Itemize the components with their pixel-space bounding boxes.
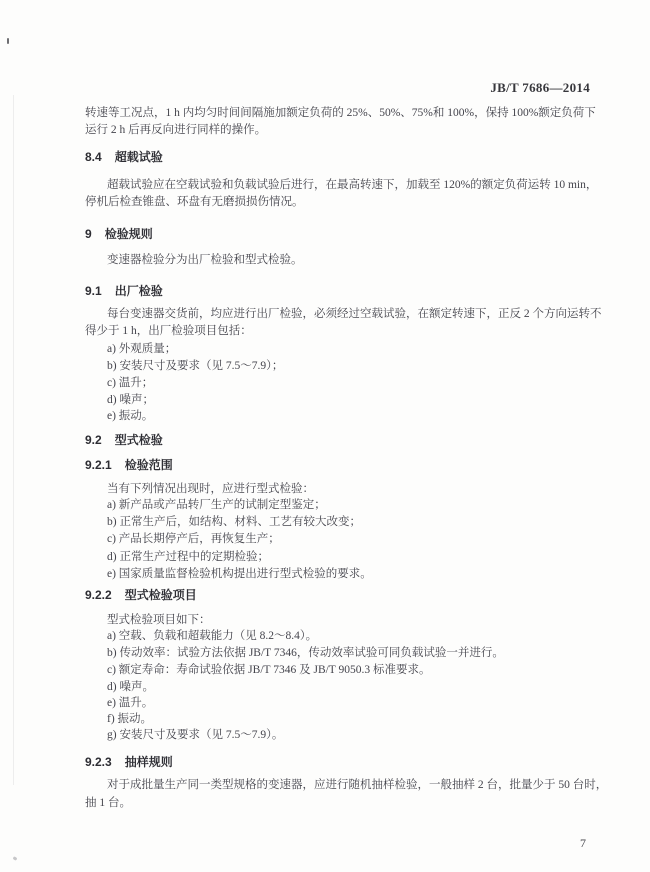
heading-title: 检验范围 [124, 458, 173, 472]
paragraph-line: 抽 1 台。 [85, 797, 131, 809]
list-item: d) 噪声； [107, 394, 154, 406]
heading-number: 8.4 [85, 150, 102, 164]
paragraph-line: 变速器检验分为出厂检验和型式检验。 [107, 254, 303, 266]
paragraph-line: 运行 2 h 后再反向进行同样的操作。 [85, 124, 267, 136]
page-fold-shadow [13, 95, 14, 785]
list-item: a) 外观质量； [107, 343, 177, 355]
list-item: a) 新产品或产品转厂生产的试制定型鉴定； [107, 499, 326, 511]
section-heading-9-2-3 [85, 755, 173, 769]
heading-title: 抽样规则 [124, 755, 173, 769]
list-item: e) 温升。 [107, 697, 154, 709]
list-item: c) 额定寿命：寿命试验依据 JB/T 7346 及 JB/T 9050.3 标准要求。 [107, 664, 431, 676]
list-item: f) 振动。 [107, 713, 153, 725]
section-heading-9-2-2 [85, 588, 197, 602]
heading-number: 9.1 [85, 284, 102, 298]
heading-number: 9.2 [85, 433, 102, 447]
list-item: b) 安装尺寸及要求（见 7.5～7.9）； [107, 360, 284, 372]
section-heading-9-2-1 [85, 458, 173, 472]
paragraph-line: 对于成批量生产同一类型规格的变速器，应进行随机抽样检验，一般抽样 2 台，批量少于 50 台时， [107, 779, 608, 791]
standard-number-header: JB/T 7686—2014 [490, 80, 590, 95]
list-item: b) 传动效率：试验方法依据 JB/T 7346，传动效率试验可同负载试验一并进行。 [107, 647, 504, 659]
heading-number: 9.2.3 [85, 755, 112, 769]
paragraph-line: 转速等工况点，1 h 内均匀时间间隔施加额定负荷的 25%、50%、75%和 100%，保持 100%额定负荷下 [85, 107, 596, 119]
heading-title: 出厂检验 [114, 284, 163, 298]
heading-number: 9 [85, 227, 92, 241]
section-heading-9 [85, 227, 153, 241]
heading-number: 9.2.1 [85, 458, 112, 472]
paragraph-line: 每台变速器交货前，均应进行出厂检验，必须经过空载试验，在额定转速下，正反 2 个方向运转不 [107, 308, 602, 320]
heading-number: 9.2.2 [85, 588, 112, 602]
list-item: d) 噪声。 [107, 681, 154, 693]
heading-title: 型式检验项目 [124, 588, 197, 602]
section-heading-8-4 [85, 150, 163, 164]
paragraph-line: 型式检验项目如下： [107, 614, 211, 626]
list-item: e) 国家质量监督检验机构提出进行型式检验的要求。 [107, 568, 372, 580]
scan-artifact [13, 856, 18, 861]
paragraph-line: 得少于 1 h，出厂检验项目包括： [85, 325, 252, 337]
section-heading-9-2 [85, 433, 163, 447]
list-item: c) 产品长期停产后，再恢复生产； [107, 533, 280, 545]
list-item: a) 空载、负载和超载能力（见 8.2～8.4）。 [107, 630, 318, 642]
section-heading-9-1 [85, 284, 163, 298]
list-item: c) 温升； [107, 377, 154, 389]
heading-title: 型式检验 [114, 433, 163, 447]
heading-title: 超载试验 [114, 150, 163, 164]
scan-artifact [7, 38, 9, 44]
list-item: e) 振动。 [107, 410, 154, 422]
paragraph-line: 停机后检查锥盘、环盘有无磨损损伤情况。 [85, 196, 304, 208]
list-item: b) 正常生产后，如结构、材料、工艺有较大改变； [107, 516, 361, 528]
paragraph-line: 当有下列情况出现时，应进行型式检验： [107, 483, 314, 495]
list-item: g) 安装尺寸及要求（见 7.5～7.9）。 [107, 729, 284, 741]
list-item: d) 正常生产过程中的定期检验； [107, 551, 269, 563]
paragraph-line: 超载试验应在空载试验和负载试验后进行，在最高转速下，加载至 120%的额定负荷运转 10 min， [107, 179, 598, 191]
heading-title: 检验规则 [104, 227, 153, 241]
page-number: 7 [580, 836, 586, 850]
